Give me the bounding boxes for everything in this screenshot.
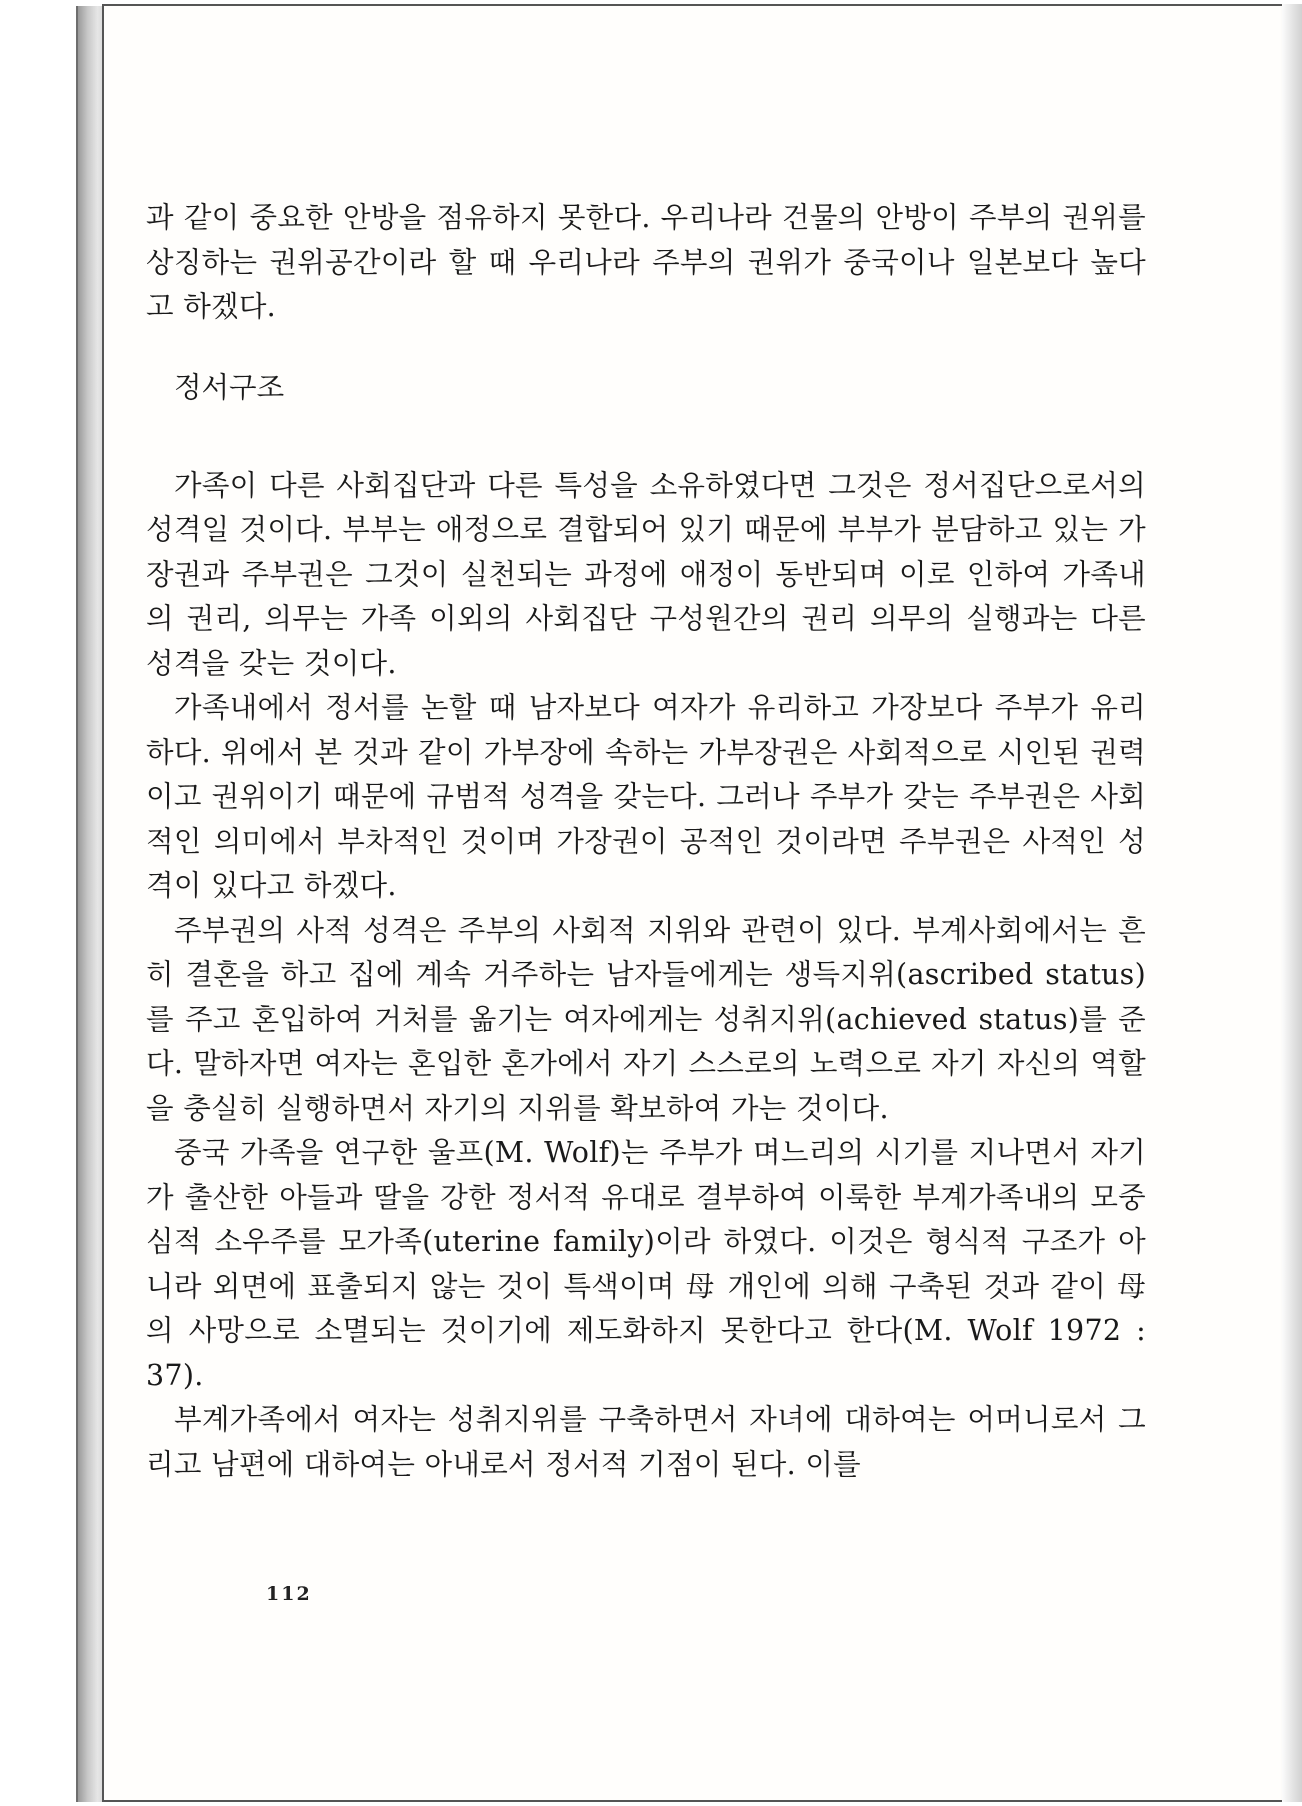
page-number: 112 bbox=[266, 1583, 312, 1605]
section-heading: 정서구조 bbox=[174, 370, 285, 404]
paragraph-continued: 과 같이 중요한 안방을 점유하지 못한다. 우리나라 건물의 안방이 주부의 권위를 상징하는 권위공간이라 할 때 우리나라 주부의 권위가 중국이나 일본보다 높다고 하겠다. bbox=[146, 201, 1146, 323]
paragraph: 부계가족에서 여자는 성취지위를 구축하면서 자녀에 대하여는 어머니로서 그리고 남편에 대하여는 아내로서 정서적 기점이 된다. 이를 bbox=[146, 1403, 1146, 1481]
heading-spacer bbox=[146, 410, 1146, 464]
page-edge-shadow bbox=[1280, 4, 1302, 1802]
page-text-block bbox=[146, 196, 1146, 1487]
paragraph: 주부권의 사적 성격은 주부의 사회적 지위와 관련이 있다. 부계사회에서는 흔히 결혼을 하고 집에 계속 거주하는 남자들에게는 생득지위(ascribed status)를 주고 혼입하여 거처를 옮기는 여자에게는 성취지위(achieved status)를 준다. 말하자면 여자는 혼입한 혼가에서 자기 스스로의 노력으로 자기 자신의 역할을 충실히 실행하면서 자기의 지위를 확보하여 가는 것이다. bbox=[146, 913, 1146, 1125]
paragraph: 가족내에서 정서를 논할 때 남자보다 여자가 유리하고 가장보다 주부가 유리하다. 위에서 본 것과 같이 가부장에 속하는 가부장권은 사회적으로 시인된 권력이고 권위이기 때문에 규범적 성격을 갖는다. 그러나 주부가 갖는 주부권은 사회적인 의미에서 부차적인 것이며 가장권이 공적인 것이라면 주부권은 사적인 성격이 있다고 하겠다. bbox=[146, 691, 1146, 902]
paragraph: 가족이 다른 사회집단과 다른 특성을 소유하였다면 그것은 정서집단으로서의 성격일 것이다. 부부는 애정으로 결합되어 있기 때문에 부부가 분담하고 있는 가장권과 주부권은 그것이 실천되는 과정에 애정이 동반되며 이로 인하여 가족내의 권리, 의무는 가족 이외의 사회집단 구성원간의 권리 의무의 실행과는 다른 성격을 갖는 것이다. bbox=[146, 468, 1146, 680]
paragraph: 중국 가족을 연구한 울프(M. Wolf)는 주부가 며느리의 시기를 지나면서 자기가 출산한 아들과 딸을 강한 정서적 유대로 결부하여 이룩한 부계가족내의 모중심적 소우주를 모가족(uterine family)이라 하였다. 이것은 형식적 구조가 아니라 외면에 표출되지 않는 것이 특색이며 母 개인에 의해 구축된 것과 같이 母의 사망으로 소멸되는 것이기에 제도화하지 못한다고 한다(M. Wolf 1972 : 37). bbox=[146, 1136, 1146, 1392]
